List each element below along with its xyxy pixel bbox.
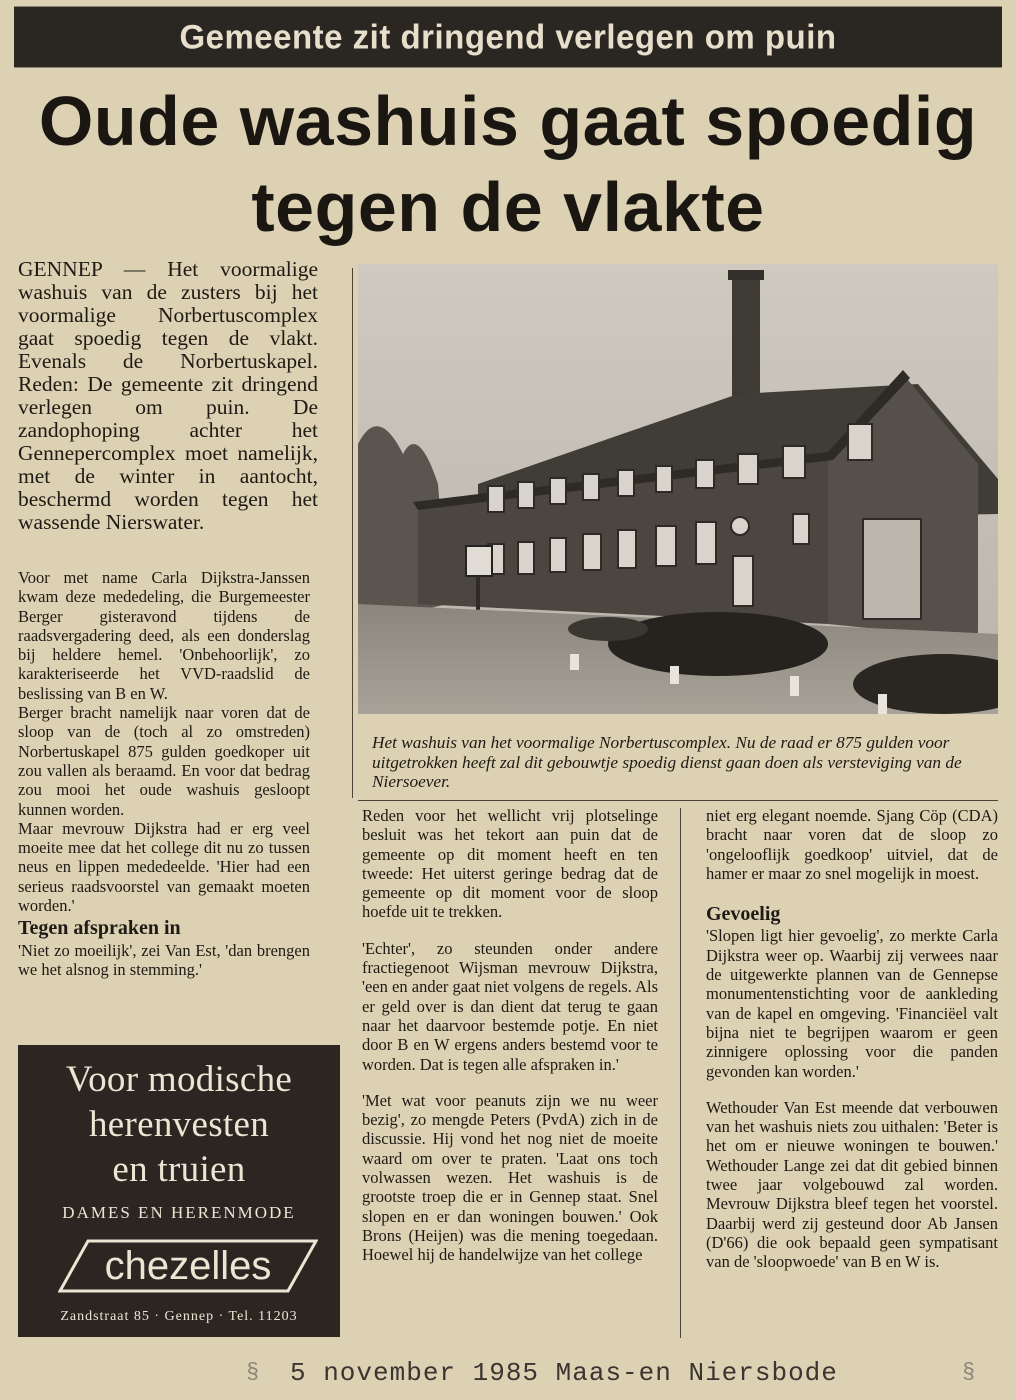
ad-address: Zandstraat 85 · Gennep · Tel. 11203 bbox=[60, 1309, 298, 1324]
brand-logo-frame bbox=[58, 1235, 318, 1297]
ad-title-line-2: herenvesten bbox=[89, 1104, 269, 1145]
ad-title-line-1: Voor modische bbox=[65, 1059, 293, 1100]
brand-logo bbox=[58, 1235, 318, 1297]
headline-line-1: Oude washuis gaat spoedig bbox=[38, 82, 978, 160]
washhouse-photo-illustration bbox=[358, 264, 998, 714]
date-stamp: 5 november 1985 Maas-en Niersbode bbox=[290, 1358, 838, 1388]
col3-paragraph-1: niet erg elegant noemde. Sjang Cöp (CDA) bracht naar voren dat de sloop zo 'ongelooflijk goedkoop' uitviel, dat de hamer er maar zo snel mogelijk in moest. bbox=[706, 806, 998, 883]
building-photo bbox=[358, 264, 998, 714]
headline-line-2: tegen de vlakte bbox=[251, 168, 765, 246]
col3-paragraph-2: 'Slopen ligt hier gevoelig', zo merkte Carla Dijkstra weer op. Waarbij zij verwees naar de uitgewerkte plannen van de Gennepse monumentenstichting voor de aankleding van de kapel en omgeving. 'Financiëel valt bijna niet te begrijpen waarom er geen zinnigere oplossing voor die panden gevonden kan worden.' bbox=[706, 926, 998, 1081]
advertisement bbox=[18, 1045, 340, 1337]
col1-paragraph-3: Maar mevrouw Dijkstra had er erg veel moeite mee dat het college dit nu zo tussen neus en lippen mededeelde. 'Hier had een serieus raadsvoorstel van gemaakt moeten worden.' bbox=[18, 818, 310, 916]
lead-column-divider bbox=[352, 268, 353, 798]
lead-paragraph: GENNEP — Het voormalige washuis van de zusters bij het voormalige Norbertuscomplex gaat spoedig tegen de vlakt. Evenals de Norbertuskapel. Reden: De gemeente zit dringend verlegen om puin. De zandophoping achter het Gennepercomplex moet namelijk, met de winter in aantocht, beschermd worden tegen het wassende Nierswater. bbox=[18, 257, 318, 534]
col2-paragraph-3: 'Met wat voor peanuts zijn we nu weer bezig', zo mengde Peters (PvdA) zich in de discussie. Hij vond het nog niet de moeite waard om over te praten. 'Laat ons toch volwassen wezen. Het washuis is de grootste troep die er in Gennep staat. Snel slopen en er dan woningen bouwen.' Ook Brons (Heijen) was die mening toegedaan. Hoewel hij de handelwijze van het college bbox=[362, 1090, 658, 1265]
staple-mark-left: § bbox=[246, 1360, 260, 1385]
col3-subheading: Gevoelig bbox=[706, 903, 781, 926]
ad-title bbox=[18, 1057, 340, 1192]
col1-paragraph-2: Berger bracht namelijk naar voren dat de sloop van de (toch al zo omstreden) Norbertuskapel 875 gulden goedkoper uit zou vallen als beraamd. En voor dat bedrag zou mooi het oude washuis gesloopt kunnen worden. bbox=[18, 703, 310, 819]
column-2 bbox=[362, 806, 658, 1265]
photo-caption: Het washuis van het voormalige Norbertuscomplex. Nu de raad er 875 gulden voor uitgetrokken heeft zal dit gebouwtje spoedig dienst gaan doen als versteviging van de Niersoever. bbox=[372, 733, 962, 791]
kicker-banner: Gemeente zit dringend verlegen om puin bbox=[14, 7, 1002, 68]
column-1 bbox=[18, 568, 310, 979]
staple-mark-right: § bbox=[962, 1360, 976, 1385]
column-divider bbox=[680, 808, 681, 1338]
column-3 bbox=[706, 806, 998, 1272]
brand-name: chezelles bbox=[104, 1244, 272, 1288]
col2-paragraph-2: 'Echter', zo steunden onder andere fractiegenoot Wijsman mevrouw Dijkstra, 'een en ander gaat niet volgens de regels. Als er geld over is dan dient dat terug te gaan naar het daarvoor bestemde potje. En niet door B en W ergens anders bestemd voor te worden. Dat is tegen alle afspraken in.' bbox=[362, 938, 658, 1074]
col3-paragraph-3: Wethouder Van Est meende dat verbouwen van het washuis niets zou uithalen: 'Beter is het om er nieuwe woningen te bouwen.' Wethouder Lange zei dat dit gebied binnen twee jaar volgebouwd zal worden. Mevrouw Dijkstra bleef tegen het voorstel. Daarbij werd zij gesteund door Ab Jansen (D'66) die ook bepaald geen sympatisant van de 'sloopwoede' van B en W is. bbox=[706, 1097, 998, 1272]
ad-title-line-3: en truien bbox=[112, 1149, 246, 1190]
col1-subheading: Tegen afspraken in bbox=[18, 917, 181, 940]
col1-paragraph-1: Voor met name Carla Dijkstra-Janssen kwam deze mededeling, die Burgemeester Berger gisteravond tijdens de raadsvergadering deed, als een donderslag bij heldere hemel. 'Onbehoorlijk', zo karakteriseerde het VVD-raadslid de beslissing van B en W. bbox=[18, 568, 310, 703]
divider-horizontal bbox=[358, 800, 998, 801]
ad-subtitle: DAMES EN HERENMODE bbox=[62, 1203, 296, 1222]
col1-paragraph-4: 'Niet zo moeilijk', zei Van Est, 'dan brengen we het alsnog in stemming.' bbox=[18, 940, 310, 979]
col2-paragraph-1: Reden voor het wellicht vrij plotselinge besluit was het tekort aan puin dat de gemeente op dit moment heeft en ten tweede: Het uiterst geringe bedrag dat de gemeente op dit moment voor de sloop hoefde uit te trekken. bbox=[362, 806, 658, 922]
headline bbox=[14, 78, 1002, 250]
